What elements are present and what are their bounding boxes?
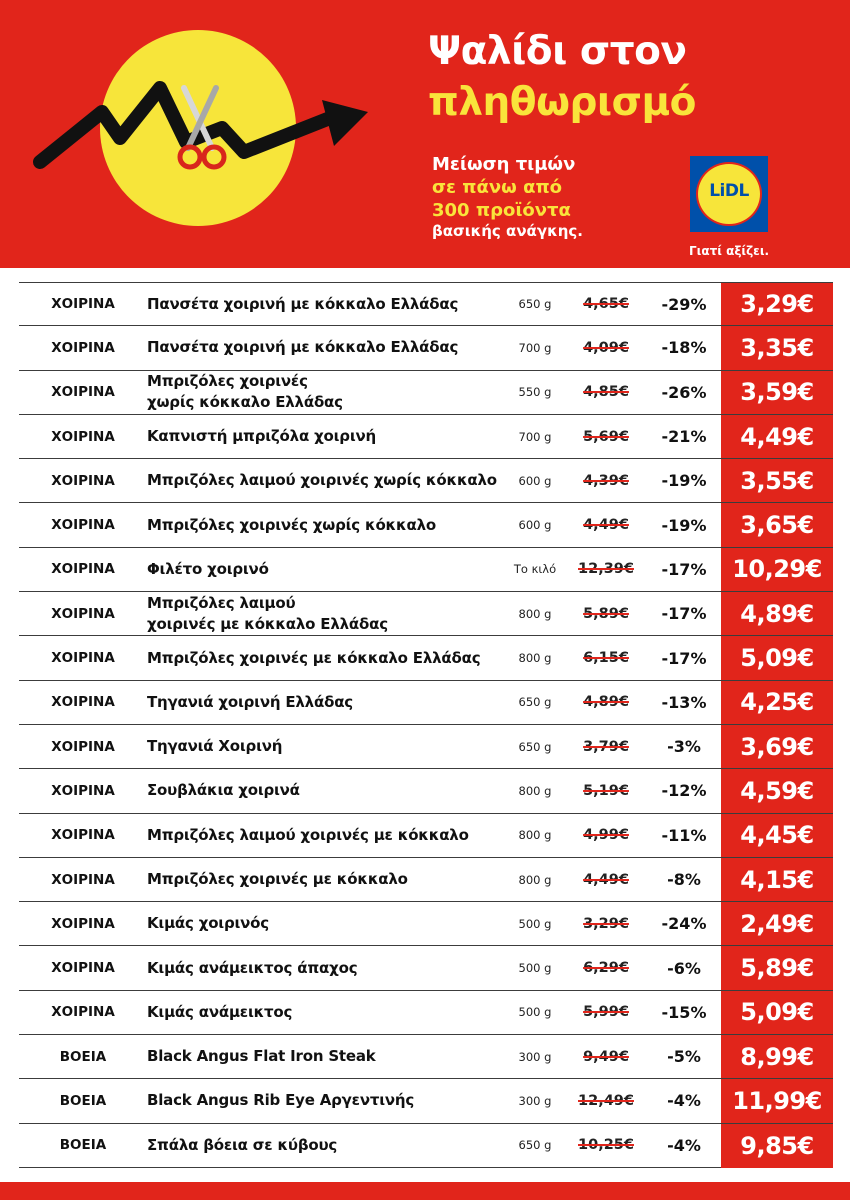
new-price-cell: 9,85€ [721, 1124, 833, 1168]
old-price-cell: 4,89€ [583, 694, 629, 711]
table-row [19, 902, 833, 946]
discount-cell: -17% [661, 559, 707, 579]
old-price-cell: 6,15€ [583, 650, 629, 667]
table-row [19, 1035, 833, 1079]
table-row [19, 681, 833, 725]
new-price-cell: 3,59€ [721, 371, 833, 414]
category-cell: ΧΟΙΡΙΝΑ [51, 296, 115, 313]
category-cell: ΧΟΙΡΙΝΑ [51, 428, 115, 445]
table-row [19, 415, 833, 459]
category-cell: ΧΟΙΡΙΝΑ [51, 960, 115, 977]
new-price-cell: 3,35€ [721, 326, 833, 369]
promo-banner [0, 0, 850, 268]
weight-cell: 800 g [518, 783, 552, 798]
product-name-cell: Πανσέτα χοιρινή με κόκκαλο Ελλάδας [147, 294, 459, 313]
new-price-cell: 5,09€ [721, 991, 833, 1034]
old-price-cell: 3,79€ [583, 738, 629, 755]
weight-cell: 650 g [518, 695, 552, 710]
weight-cell: 800 g [518, 872, 552, 887]
footer-bar [0, 1182, 850, 1200]
product-name-cell: Σπάλα βόεια σε κύβους [147, 1135, 338, 1154]
headline-line1: Ψαλίδι στον [428, 29, 687, 74]
product-name-cell: Τηγανιά χοιρινή Ελλάδας [147, 692, 353, 711]
lidl-logo [690, 156, 768, 232]
old-price-cell: 4,49€ [583, 517, 629, 534]
discount-cell: -24% [661, 914, 707, 934]
weight-cell: 500 g [518, 961, 552, 976]
new-price-cell: 2,49€ [721, 902, 833, 945]
category-cell: ΒΟΕΙΑ [59, 1137, 107, 1154]
category-cell: ΒΟΕΙΑ [59, 1048, 107, 1065]
category-cell: ΧΟΙΡΙΝΑ [51, 827, 115, 844]
weight-cell: 300 g [518, 1049, 552, 1064]
discount-cell: -5% [667, 1047, 701, 1067]
discount-cell: -21% [661, 427, 707, 447]
category-cell: ΧΟΙΡΙΝΑ [51, 605, 115, 622]
old-price-cell: 4,65€ [583, 296, 629, 313]
logo-text: LiDL [709, 181, 749, 201]
category-cell: ΧΟΙΡΙΝΑ [51, 384, 115, 401]
product-name-cell: Μπριζόλες λαιμού χοιρινές με κόκκαλο [147, 825, 469, 844]
weight-cell: Το κιλό [513, 562, 557, 577]
product-name-cell: Μπριζόλες χοιρινές χωρίς κόκκαλο [147, 515, 436, 534]
category-cell: ΧΟΙΡΙΝΑ [51, 871, 115, 888]
price-table [19, 282, 833, 1168]
table-row [19, 725, 833, 769]
new-price-cell: 5,09€ [721, 636, 833, 679]
new-price-cell: 3,65€ [721, 503, 833, 546]
sub-line4: βασικής ανάγκης. [432, 222, 583, 241]
table-row [19, 592, 833, 636]
new-price-cell: 4,25€ [721, 681, 833, 724]
new-price-cell: 11,99€ [721, 1079, 833, 1122]
new-price-cell: 10,29€ [721, 548, 833, 591]
weight-cell: 500 g [518, 1005, 552, 1020]
table-row [19, 636, 833, 680]
weight-cell: 700 g [518, 340, 552, 355]
old-price-cell: 4,85€ [583, 384, 629, 401]
product-name-cell: Μπριζόλες χοιρινές χωρίς κόκκαλο Ελλάδας [147, 372, 343, 412]
new-price-cell: 4,89€ [721, 592, 833, 635]
discount-cell: -19% [661, 471, 707, 491]
discount-cell: -11% [661, 825, 707, 845]
discount-cell: -12% [661, 781, 707, 801]
category-cell: ΧΟΙΡΙΝΑ [51, 339, 115, 356]
old-price-cell: 5,19€ [583, 782, 629, 799]
slogan: Γιατί αξίζει. [689, 244, 770, 258]
product-name-cell: Κιμάς ανάμεικτος άπαχος [147, 958, 358, 977]
discount-cell: -17% [661, 648, 707, 668]
category-cell: ΧΟΙΡΙΝΑ [51, 915, 115, 932]
weight-cell: 800 g [518, 651, 552, 666]
weight-cell: 650 g [518, 739, 552, 754]
category-cell: ΧΟΙΡΙΝΑ [51, 561, 115, 578]
table-row [19, 282, 833, 326]
discount-cell: -4% [667, 1135, 701, 1155]
product-name-cell: Σουβλάκια χοιρινά [147, 781, 300, 800]
old-price-cell: 5,99€ [583, 1004, 629, 1021]
discount-cell: -6% [667, 958, 701, 978]
old-price-cell: 4,99€ [583, 827, 629, 844]
weight-cell: 550 g [518, 385, 552, 400]
table-row [19, 1124, 833, 1168]
category-cell: ΒΟΕΙΑ [59, 1092, 107, 1109]
old-price-cell: 4,09€ [583, 339, 629, 356]
table-row [19, 1079, 833, 1123]
discount-cell: -26% [661, 382, 707, 402]
discount-cell: -18% [661, 338, 707, 358]
weight-cell: 650 g [518, 297, 552, 312]
category-cell: ΧΟΙΡΙΝΑ [51, 738, 115, 755]
old-price-cell: 6,29€ [583, 960, 629, 977]
old-price-cell: 4,39€ [583, 472, 629, 489]
headline [428, 29, 838, 125]
product-name-cell: Πανσέτα χοιρινή με κόκκαλο Ελλάδας [147, 338, 459, 357]
headline-line2: πληθωρισμό [428, 80, 696, 125]
product-name-cell: Φιλέτο χοιρινό [147, 559, 269, 578]
product-name-cell: Μπριζόλες χοιρινές με κόκκαλο [147, 870, 408, 888]
product-name-cell: Κιμάς ανάμεικτος [147, 1002, 293, 1021]
table-row [19, 814, 833, 858]
new-price-cell: 5,89€ [721, 946, 833, 989]
old-price-cell: 12,39€ [578, 561, 634, 578]
product-name-cell: Μπριζόλες λαιμού χοιρινές με κόκκαλο Ελλάδας [147, 593, 388, 633]
sub-line2: σε πάνω από [432, 177, 563, 199]
product-name-cell: Τηγανιά Χοιρινή [147, 737, 283, 756]
discount-cell: -3% [667, 737, 701, 757]
category-cell: ΧΟΙΡΙΝΑ [51, 782, 115, 799]
new-price-cell: 4,45€ [721, 814, 833, 857]
table-row [19, 946, 833, 990]
discount-cell: -15% [661, 1002, 707, 1022]
old-price-cell: 5,69€ [583, 428, 629, 445]
old-price-cell: 10,25€ [578, 1137, 634, 1154]
discount-cell: -13% [661, 692, 707, 712]
new-price-cell: 3,69€ [721, 725, 833, 768]
weight-cell: 600 g [518, 473, 552, 488]
new-price-cell: 8,99€ [721, 1035, 833, 1078]
weight-cell: 300 g [518, 1093, 552, 1108]
weight-cell: 700 g [518, 429, 552, 444]
weight-cell: 600 g [518, 518, 552, 533]
product-name-cell: Κιμάς χοιρινός [147, 914, 269, 933]
new-price-cell: 3,55€ [721, 459, 833, 502]
old-price-cell: 12,49€ [578, 1092, 634, 1109]
falling-price-arrow-icon [0, 0, 430, 268]
table-row [19, 503, 833, 547]
product-name-cell: Black Angus Rib Eye Αργεντινής [147, 1091, 415, 1110]
category-cell: ΧΟΙΡΙΝΑ [51, 650, 115, 667]
new-price-cell: 4,59€ [721, 769, 833, 812]
category-cell: ΧΟΙΡΙΝΑ [51, 1004, 115, 1021]
discount-cell: -19% [661, 515, 707, 535]
new-price-cell: 3,29€ [721, 283, 833, 325]
weight-cell: 500 g [518, 916, 552, 931]
discount-cell: -29% [661, 294, 707, 314]
discount-cell: -8% [667, 870, 701, 889]
sub-line3: 300 προϊόντα [432, 200, 571, 222]
product-name-cell: Μπριζόλες λαιμού χοιρινές χωρίς κόκκαλο [147, 471, 497, 490]
discount-cell: -17% [661, 604, 707, 624]
table-row [19, 991, 833, 1035]
discount-cell: -4% [667, 1091, 701, 1111]
table-row [19, 858, 833, 902]
new-price-cell: 4,15€ [721, 858, 833, 901]
table-row [19, 548, 833, 592]
old-price-cell: 5,89€ [583, 605, 629, 622]
table-row [19, 371, 833, 415]
table-row [19, 326, 833, 370]
new-price-cell: 4,49€ [721, 415, 833, 458]
sub-line1: Μείωση τιμών [432, 154, 576, 175]
old-price-cell: 9,49€ [583, 1048, 629, 1065]
weight-cell: 800 g [518, 606, 552, 621]
old-price-cell: 4,49€ [583, 871, 629, 888]
old-price-cell: 3,29€ [583, 915, 629, 932]
subheadline [432, 153, 583, 241]
weight-cell: 650 g [518, 1138, 552, 1153]
table-row [19, 459, 833, 503]
category-cell: ΧΟΙΡΙΝΑ [51, 694, 115, 711]
weight-cell: 800 g [518, 828, 552, 843]
category-cell: ΧΟΙΡΙΝΑ [51, 472, 115, 489]
product-name-cell: Καπνιστή μπριζόλα χοιρινή [147, 427, 376, 446]
product-name-cell: Μπριζόλες χοιρινές με κόκκαλο Ελλάδας [147, 648, 481, 667]
table-row [19, 769, 833, 813]
product-name-cell: Black Angus Flat Iron Steak [147, 1047, 376, 1066]
category-cell: ΧΟΙΡΙΝΑ [51, 517, 115, 534]
